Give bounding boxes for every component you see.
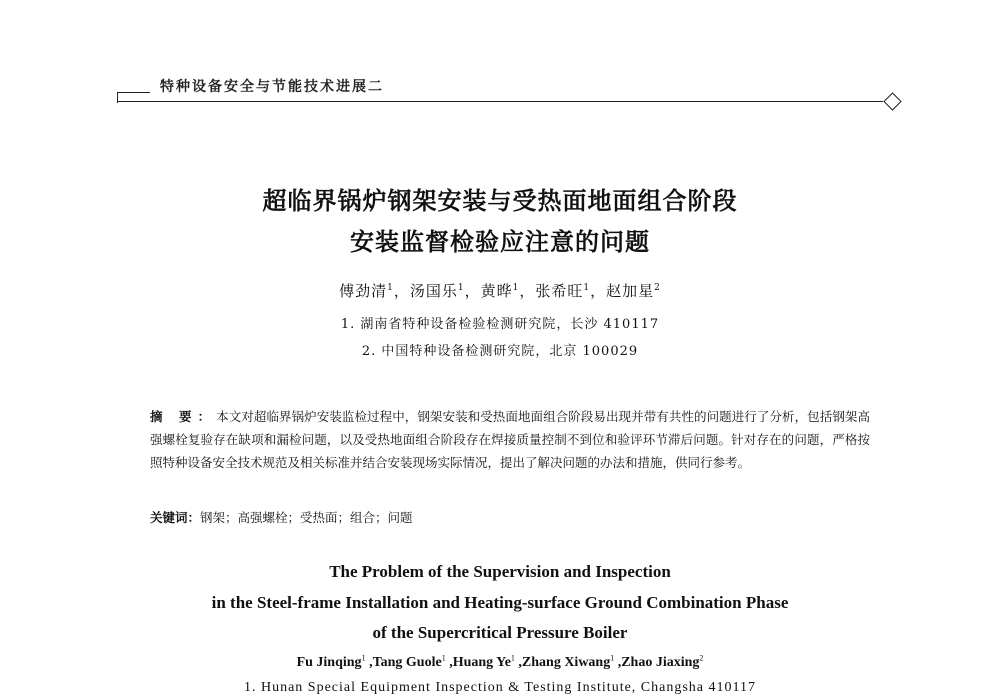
author-cn: 傅劲清$^1$， [339, 282, 410, 300]
author-cn: 赵加星$^2$ [606, 282, 661, 300]
header-rule [117, 101, 883, 102]
running-header-title: 特种设备安全与节能技术进展二 [160, 79, 384, 95]
author-en: Huang Ye$^1$ , [452, 653, 522, 670]
keywords-label: 关键词： [150, 510, 201, 525]
author-cn: 汤国乐$^1$， [409, 282, 481, 300]
abstract-label: 摘 要： [150, 409, 217, 424]
author-en: Zhao Jiaxing$^2$ [621, 653, 704, 670]
author-cn: 张希旺$^1$， [535, 282, 607, 300]
title-cn-line1: 超临界锅炉钢架安装与受热面地面组合阶段 [262, 187, 738, 215]
title-en-line2: in the Steel-frame Installation and Heating-surface Ground Combination Phase [211, 593, 789, 612]
abstract [150, 405, 870, 474]
keywords-text: 钢架；高强螺栓；受热面；组合；问题 [200, 510, 413, 525]
title-cn-line2: 安装监督检验应注意的问题 [350, 228, 650, 256]
diamond-icon [883, 92, 901, 110]
authors-cn [0, 280, 1000, 301]
author-en: Tang Guole$^1$ , [372, 653, 453, 670]
affiliation-cn-2: 2. 中国特种设备检测研究院，北京 100029 [361, 344, 639, 359]
keywords [150, 508, 870, 526]
title-en-line3: of the Supercritical Pressure Boiler [372, 623, 628, 642]
affiliation-en-1: 1. Hunan Special Equipment Inspection & Testing Institute, Changsha 410117 [243, 680, 756, 695]
abstract-text: 本文对超临界锅炉安装监检过程中，钢架安装和受热面地面组合阶段易出现并带有共性的问题进行了分析，包括钢架高强螺栓复验存在缺项和漏检问题，以及受热地面组合阶段存在焊接质量控制不到位和验评环节滞后问题。针对存在的问题，严格按照特种设备安全技术规范及相关标准并结合安装现场实际情况，提出了解决问题的办法和措施，供同行参考。 [150, 409, 870, 470]
author-cn: 黄晔$^1$， [480, 282, 536, 300]
title-en-line1: The Problem of the Supervision and Inspection [329, 562, 671, 581]
author-en: Fu Jinqing$^1$ , [296, 653, 373, 670]
authors-en [0, 653, 1000, 671]
affiliation-cn-1: 1. 湖南省特种设备检验检测研究院，长沙 410117 [340, 317, 660, 332]
author-en: Zhang Xiwang$^1$ , [521, 653, 622, 670]
